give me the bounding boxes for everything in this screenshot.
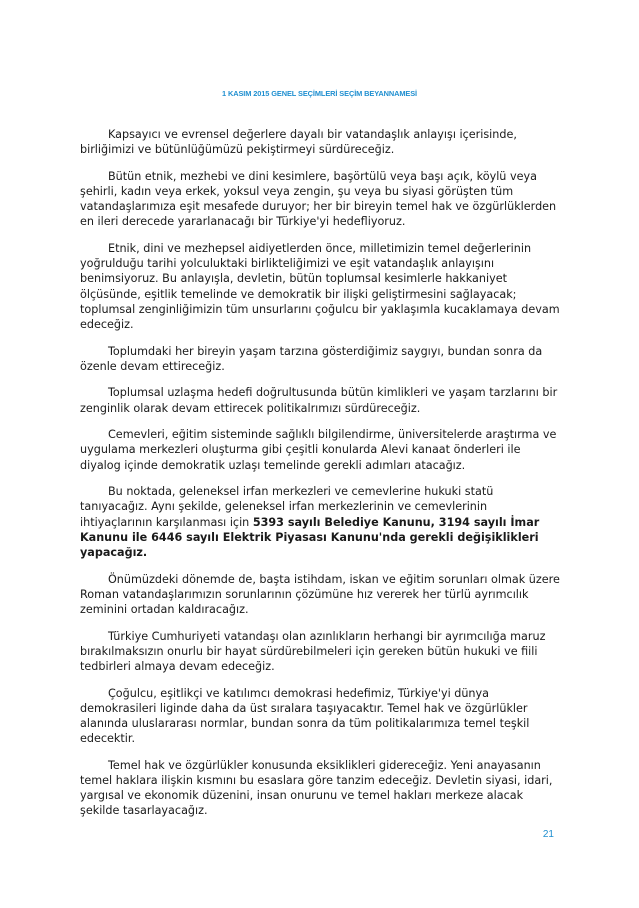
paragraph: Türkiye Cumhuriyeti vatandaşı olan azınlıkların herhangi bir ayrımcılığa maruz bırakılmaksızın onurlu bir hayat sürdürebilmeleri için gereken bütün hukuki ve fiili tedbirleri almaya devam edeceğiz. <box>80 629 546 674</box>
paragraph: Bütün etnik, mezhebi ve dini kesimlere, başörtülü veya başı açık, köylü veya şehirli, kadın veya erkek, yoksul veya zengin, şu veya bu siyasi görüşten tüm vatandaşlarımıza eşit mesafede duruyor; her bir bireyin temel hak ve özgürlüklerden en ileri derecede yararlanacağı bir Türkiye'yi hedefliyoruz. <box>80 169 557 229</box>
running-header: 1 KASIM 2015 GENEL SEÇİMLERİ SEÇİM BEYANNAMESİ <box>222 89 417 98</box>
paragraph: Çoğulcu, eşitlikçi ve katılımcı demokrasi hedefimiz, Türkiye'yi dünya demokrasileri liginde daha da üst sıralara taşıyacaktır. Temel hak ve özgürlükler alanında uluslararası normlar, bundan sonra da tüm politikalarımıza temel teşkil edecektir. <box>80 686 530 746</box>
paragraph: Temel hak ve özgürlükler konusunda eksiklikleri gidereceğiz. Yeni anayasanın temel haklara ilişkin kısmını bu esaslara göre tanzim edeceğiz. Devletin siyasi, idari, yargısal ve ekonomik düzenini, insan onurunu ve temel hakları merkeze alacak şekilde tasarlayacağız. <box>80 758 553 818</box>
paragraph: Kapsayıcı ve evrensel değerlere dayalı bir vatandaşlık anlayışı içerisinde, birliğimizi ve bütünlüğümüzü pekiştirmeyi sürdüreceğiz. <box>80 128 517 157</box>
paragraph: Önümüzdeki dönemde de, başta istihdam, iskan ve eğitim sorunları olmak üzere Roman vatandaşlarımızın sorunlarının çözümüne hız vererek her türlü ayrımcılık zeminini ortadan kaldıracağız. <box>80 572 560 617</box>
law-references-emphasis: 5393 sayılı Belediye Kanunu, 3194 sayılı İmar Kanunu ile 6446 sayılı Elektrik Piyasası Kanunu'nda gerekli değişiklikleri yapacağız. <box>80 515 540 560</box>
paragraph-intro: Bu noktada, geleneksel irfan merkezleri ve cemevlerine hukuki statü tanıyacağız. Aynı şekilde, geleneksel irfan merkezlerinin ve cemevlerinin ihtiyaçlarının karşılanması için <box>80 485 494 529</box>
page-number: 21 <box>542 829 554 840</box>
paragraph-with-emphasis <box>80 484 562 560</box>
body-text <box>80 127 562 830</box>
paragraph: Toplumdaki her bireyin yaşam tarzına gösterdiğimiz saygıyı, bundan sonra da özenle devam ettireceğiz. <box>80 344 543 373</box>
paragraph: Toplumsal uzlaşma hedefi doğrultusunda bütün kimlikleri ve yaşam tarzlarını bir zenginlik olarak devam ettirecek politikalrımızı sürdüreceğiz. <box>80 386 558 415</box>
paragraph: Cemevleri, eğitim sisteminde sağlıklı bilgilendirme, üniversitelerde araştırma ve uygulama merkezleri oluşturma gibi çeşitli konularda Alevi kanaat önderleri ile diyalog içinde demokratik uzlaşı temelinde gerekli adımları atacağız. <box>80 428 557 472</box>
paragraph: Etnik, dini ve mezhepsel aidiyetlerden önce, milletimizin temel değerlerinin yoğrulduğu tarihi yolculuktaki birlikteliğimizi ve eşit vatandaşlık anlayışını benimsiyoruz. Bu anlayışla, devletin, bütün toplumsal kesimlerle hakkaniyet ölçüsünde, eşitlik temelinde ve demokratik bir ilişki geliştirmesini sağlayacak; toplumsal zenginliğimizin tüm unsurlarını çoğulcu bir yaklaşımla kucaklamaya devam edeceğiz. <box>80 242 560 332</box>
